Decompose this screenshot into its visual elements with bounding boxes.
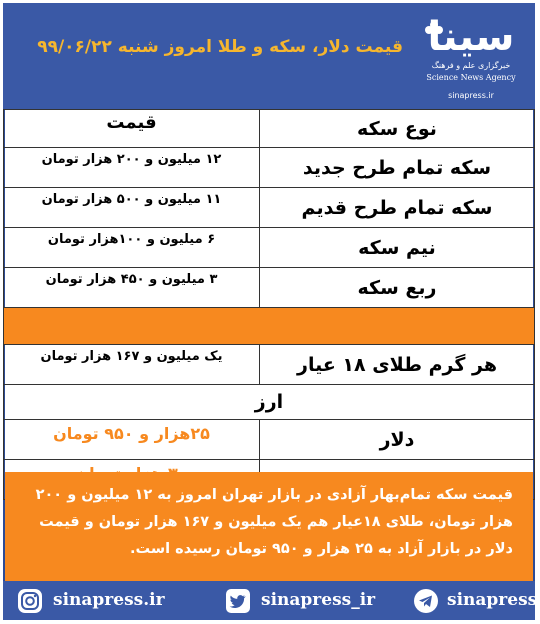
logo — [417, 11, 525, 103]
coin-name: سکه تمام طرح جدید — [260, 148, 535, 188]
table-header-row — [4, 110, 535, 148]
twitter-label: sinapress_ir — [261, 590, 376, 610]
coin-name: سکه تمام طرح قدیم — [260, 188, 535, 228]
table-row — [4, 345, 535, 385]
orange-divider — [4, 308, 535, 345]
table-row — [4, 148, 535, 188]
logo-english-name: Science News Agency — [426, 73, 516, 82]
currency-price: ۲۵هزار و ۹۵۰ تومان — [4, 420, 260, 460]
table-row — [4, 268, 535, 308]
price-table — [3, 109, 535, 500]
coin-name: ربع سکه — [260, 268, 535, 308]
coin-price: ۶ میلیون و ۱۰۰هزار تومان — [4, 228, 260, 268]
header-bar — [3, 3, 535, 109]
coin-price: ۱۲ میلیون و ۲۰۰ هزار تومان — [4, 148, 260, 188]
table-row — [4, 420, 535, 460]
twitter-icon — [225, 588, 251, 614]
column-header-price: قیمت — [4, 110, 260, 148]
currency-heading-row — [4, 385, 535, 420]
table-row — [4, 188, 535, 228]
table-row — [4, 228, 535, 268]
instagram-link[interactable] — [17, 588, 187, 614]
logo-brand-text: سینا — [427, 14, 515, 60]
logo-url: sinapress.ir — [448, 91, 494, 100]
telegram-label: sinapress — [447, 590, 538, 610]
coin-name: نیم سکه — [260, 228, 535, 268]
telegram-icon — [413, 588, 439, 614]
page-title: قیمت دلار، سکه و طلا امروز شنبه ۹۹/۰۶/۲۲ — [37, 37, 403, 57]
telegram-link[interactable] — [413, 588, 538, 614]
column-header-name: نوع سکه — [260, 110, 535, 148]
currency-heading: ارز — [4, 385, 535, 420]
currency-name: دلار — [260, 420, 535, 460]
summary-note: قیمت سکه تمام‌بهار آزادی در بازار تهران امروز به ۱۲ میلیون و ۲۰۰ هزار تومان، طلای ۱۸عیار هم یک میلیون و ۱۶۷ هزار تومان و قیمت دلار در بازار آزاد به ۲۵ هزار و ۹۵۰ تومان رسیده است. — [5, 472, 533, 582]
separator-row — [4, 308, 535, 345]
coin-price: ۱۱ میلیون و ۵۰۰ هزار تومان — [4, 188, 260, 228]
gold-price: یک میلیون و ۱۶۷ هزار تومان — [4, 345, 260, 385]
twitter-link[interactable] — [225, 588, 395, 614]
instagram-icon — [17, 588, 43, 614]
gold-name: هر گرم طلای ۱۸ عیار — [260, 345, 535, 385]
social-bar — [3, 581, 538, 620]
coin-price: ۳ میلیون و ۴۵۰ هزار تومان — [4, 268, 260, 308]
logo-subtitle: خبرگزاری علم و فرهنگ — [431, 61, 511, 70]
instagram-label: sinapress.ir — [53, 590, 165, 610]
